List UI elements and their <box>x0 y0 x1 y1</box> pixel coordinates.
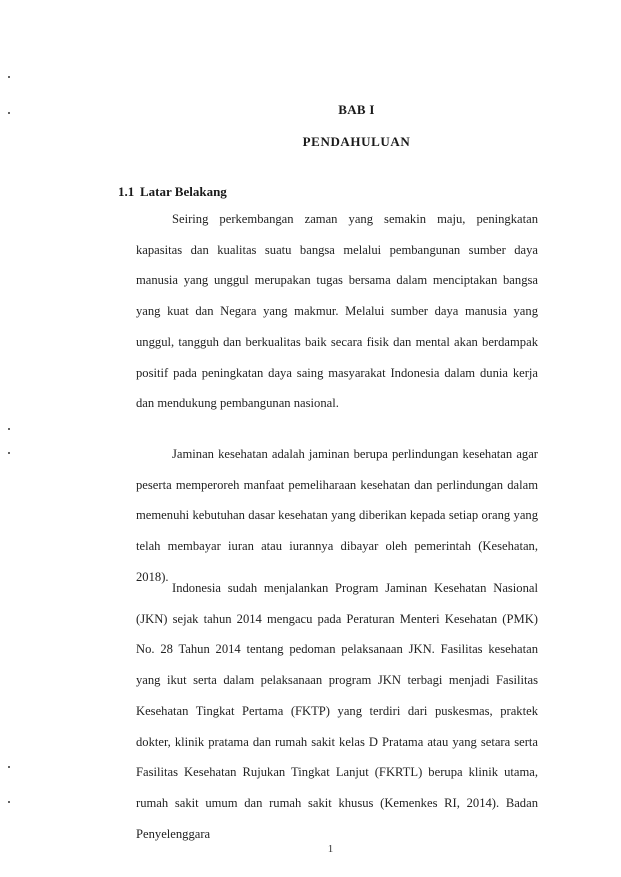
paragraph: Indonesia sudah menjalankan Program Jaminan Kesehatan Nasional (JKN) sejak tahun 2014 mengacu pada Peraturan Menteri Kesehatan (PMK) No. 28 Tahun 2014 tentang pedoman pelaksanaan JKN. Fasilitas kesehatan yang ikut serta dalam pelaksanaan program JKN terbagi menjadi Fasilitas Kesehatan Tingkat Pertama (FKTP) yang terdiri dari puskesmas, praktek dokter, klinik pratama dan rumah sakit kelas D Pratama atau yang setara serta Fasilitas Kesehatan Rujukan Tingkat Lanjut (FKRTL) berupa klinik utama, rumah sakit umum dan rumah sakit khusus (Kemenkes RI, 2014). Badan Penyelenggara <box>136 581 538 841</box>
scan-speck <box>8 801 10 803</box>
chapter-number: BAB I <box>338 102 375 117</box>
scan-speck <box>8 76 10 78</box>
scan-speck <box>8 766 10 768</box>
section-heading <box>118 184 227 200</box>
paragraph: Jaminan kesehatan adalah jaminan berupa perlindungan kesehatan agar peserta memperoreh manfaat pemeliharaan kesehatan dan perlindungan dalam memenuhi kebutuhan dasar kesehatan yang diberikan kepada setiap orang yang telah membayar iuran atau iurannya dibayar oleh pemerintah (Kesehatan, 2018). <box>136 447 538 584</box>
paragraph: Seiring perkembangan zaman yang semakin maju, peningkatan kapasitas dan kualitas suatu bangsa melalui pembangunan sumber daya manusia yang unggul merupakan tugas bersama dalam menciptakan bangsa yang kuat dan Negara yang makmur. Melalui sumber daya manusia yang unggul, tangguh dan berkualitas baik secara fisik dan mental akan berdampak positif pada peningkatan daya saing masyarakat Indonesia dalam dunia kerja dan mendukung pembangunan nasional. <box>136 212 538 411</box>
scan-speck <box>8 452 10 454</box>
page-number: 1 <box>327 843 334 855</box>
section-title: Latar Belakang <box>140 184 227 199</box>
chapter-title: PENDAHULUAN <box>302 134 411 149</box>
scan-speck <box>8 428 10 430</box>
section-number: 1.1 <box>118 184 135 199</box>
